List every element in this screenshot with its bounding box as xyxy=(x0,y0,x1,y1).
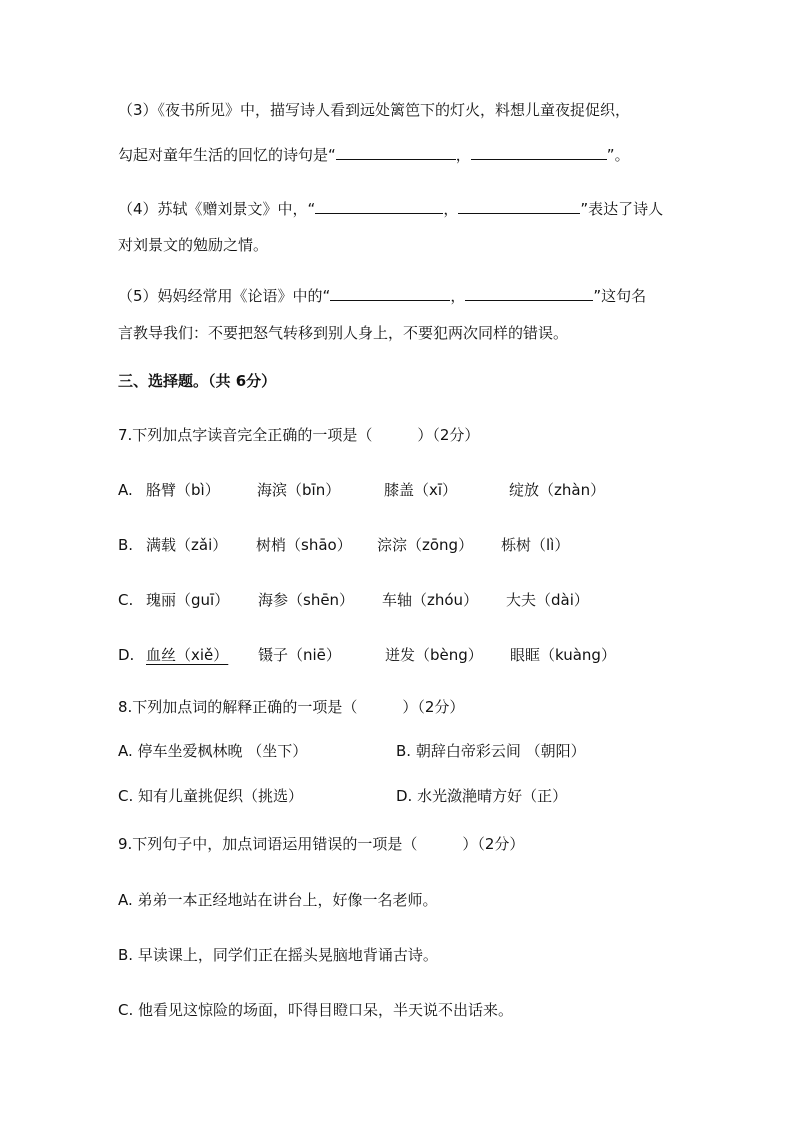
q7-option-c-word4: 大夫（dài） xyxy=(506,591,589,609)
q7-option-c-word2: 海参（shēn） xyxy=(258,591,355,609)
q4-line1-sep: ， xyxy=(443,200,459,218)
q7-option-c-word3: 车轴（zhóu） xyxy=(382,591,479,609)
q7-option-a-word4: 绽放（zhàn） xyxy=(509,481,606,499)
q8-option-c[interactable]: C. 知有儿童挑促织（挑选） xyxy=(118,787,304,805)
q7-option-b-word3: 淙淙（zōng） xyxy=(377,536,474,554)
q8-option-d[interactable]: D. 水光潋滟晴方好（正） xyxy=(396,787,568,805)
q5-line1-prefix: （5）妈妈经常用《论语》中的“ xyxy=(118,287,331,305)
q7-option-d-word1: 血丝（xiě） xyxy=(146,646,229,664)
q3-line2-suffix: ”。 xyxy=(606,146,630,164)
q7-option-c-word1: 瑰丽（guī） xyxy=(146,591,230,609)
q7-stem: 7.下列加点字读音完全正确的一项是（ ）（2分） xyxy=(118,426,480,444)
q5-blank-2[interactable] xyxy=(465,286,593,301)
q3-blank-1[interactable] xyxy=(336,145,456,160)
q5-line1-suffix: ”这句名 xyxy=(593,287,647,305)
q4-line1 xyxy=(118,199,663,219)
q7-option-b-label: B. xyxy=(118,536,134,554)
q4-blank-1[interactable] xyxy=(315,199,443,214)
q9-option-c[interactable]: C. 他看见这惊险的场面，吓得目瞪口呆，半天说不出话来。 xyxy=(118,1001,514,1019)
q7-option-a-word1: 胳臂（bì） xyxy=(146,481,220,499)
q7-option-d-word3: 迸发（bèng） xyxy=(385,646,483,664)
q7-option-a-word3: 膝盖（xī） xyxy=(384,481,458,499)
section3-title: 三、选择题。（共 6分） xyxy=(118,372,277,390)
q4-line1-prefix: （4）苏轼《赠刘景文》中，“ xyxy=(118,200,316,218)
q4-line2: 对刘景文的勉励之情。 xyxy=(118,236,269,254)
q4-line1-suffix: ”表达了诗人 xyxy=(580,200,664,218)
q3-line2-prefix: 勾起对童年生活的回忆的诗句是“ xyxy=(118,146,336,164)
q9-stem: 9.下列句子中，加点词语运用错误的一项是（ ）（2分） xyxy=(118,835,525,853)
q8-option-b[interactable]: B. 朝辞白帝彩云间 （朝阳） xyxy=(396,742,586,760)
q4-blank-2[interactable] xyxy=(458,199,580,214)
q7-option-b-word1: 满载（zǎi） xyxy=(146,536,228,554)
q7-option-c-label: C. xyxy=(118,591,134,609)
q8-stem: 8.下列加点词的解释正确的一项是（ ）（2分） xyxy=(118,698,465,716)
q7-option-d-word4: 眼眶（kuàng） xyxy=(510,646,616,664)
q5-line1-sep: ， xyxy=(450,287,466,305)
q7-option-b-word2: 树梢（shāo） xyxy=(256,536,352,554)
q5-line1 xyxy=(118,286,646,306)
q7-option-d-word2: 镊子（niē） xyxy=(258,646,341,664)
q3-line2-sep: ， xyxy=(455,146,471,164)
q5-line2: 言教导我们：不要把怒气转移到别人身上，不要犯两次同样的错误。 xyxy=(118,324,569,342)
q7-option-b-word4: 栎树（lì） xyxy=(501,536,570,554)
q7-option-a-label: A. xyxy=(118,481,133,499)
q8-option-a[interactable]: A. 停车坐爱枫林晚 （坐下） xyxy=(118,742,308,760)
q3-line2 xyxy=(118,145,630,165)
q5-blank-1[interactable] xyxy=(330,286,450,301)
q7-option-d-label: D. xyxy=(118,646,135,664)
q9-option-b[interactable]: B. 早读课上，同学们正在摇头晃脑地背诵古诗。 xyxy=(118,946,438,964)
q3-line1: （3）《夜书所见》中，描写诗人看到远处篱笆下的灯火，料想儿童夜捉促织， xyxy=(118,101,631,119)
q7-option-a-word2: 海滨（bīn） xyxy=(257,481,341,499)
q9-option-a[interactable]: A. 弟弟一本正经地站在讲台上，好像一名老师。 xyxy=(118,891,438,909)
q3-blank-2[interactable] xyxy=(471,145,607,160)
